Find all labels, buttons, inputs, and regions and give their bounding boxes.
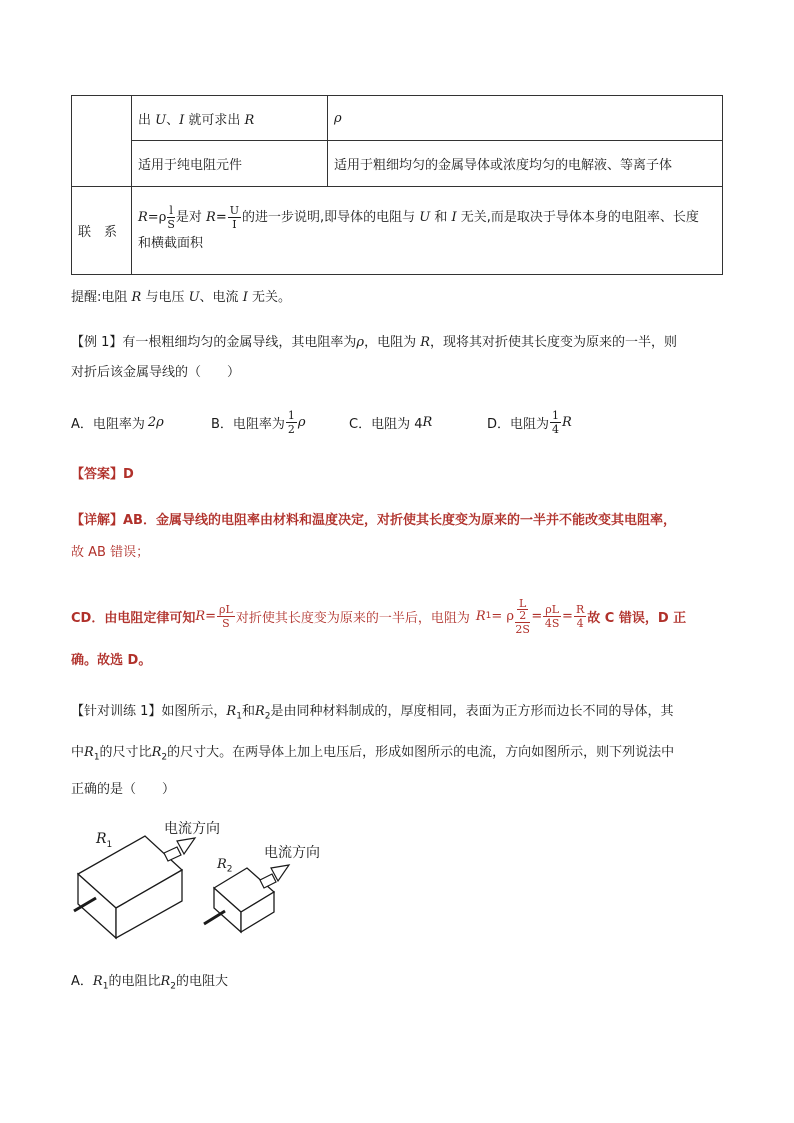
example-question-line2: 对折后该金属导线的（ ） bbox=[71, 365, 241, 380]
current-direction-label-2: 电流方向 bbox=[264, 845, 320, 861]
current-direction-label-1: 电流方向 bbox=[164, 821, 220, 837]
table-row-label: 联 系 bbox=[72, 187, 132, 275]
detail-cd: CD．由电阻定律可知 R = $\frac{\rho L}{S}$ 对折使其长度变为原来的一半后，电阻为 R 1 = ρ L 2 2S = $\frac{\rho L}{4S}$ = $\frac{R}{4}$ 故 C 错误，D 正 bbox=[71, 596, 687, 636]
wire-r2-in bbox=[204, 911, 225, 924]
option-c: C．电阻为 4 R bbox=[349, 414, 433, 432]
fraction: $\frac{U}{I}$ bbox=[229, 203, 240, 231]
detail-text: 【详解】AB．金属导线的电阻率由材料和温度决定，对折使其长度变为原来的一半并不能改变其电阻率， bbox=[71, 513, 676, 528]
r2-label: $R_2$ bbox=[217, 857, 233, 875]
nested-fraction: L 2 2S bbox=[515, 596, 530, 636]
option-b: B．电阻率为 $\frac{1}{2}$ ρ bbox=[211, 408, 306, 436]
training-question: 【针对训练 1】如图所示，$R_1$和$R_2$是由同种材料制成的，厚度相同，表面为正方形而边长不同的导体，其 bbox=[71, 704, 674, 722]
comparison-table bbox=[71, 95, 723, 275]
option-a: A．电阻率为 2ρ bbox=[71, 414, 164, 432]
training-question-line2: 中$R_1$的尺寸比$R_2$的尺寸大。在两导体上加上电压后，形成如图所示的电流，方向如图所示，则下列说法中 bbox=[71, 745, 675, 763]
answer-label: 【答案】D bbox=[71, 467, 134, 482]
table-cell: 出 U、I 就可求出 R bbox=[132, 96, 328, 141]
fraction: $\frac{l}{S}$ bbox=[167, 203, 175, 231]
training-question-line3: 正确的是（ ） bbox=[71, 782, 176, 797]
detail-cd-line2: 确。故选 D。 bbox=[71, 653, 152, 668]
table-cell: 适用于纯电阻元件 bbox=[132, 141, 328, 187]
table-cell: 适用于粗细均匀的金属导体或浓度均匀的电解液、等离子体 bbox=[328, 141, 723, 187]
tip-text: 提醒:电阻 R 与电压 U、电流 I 无关。 bbox=[71, 290, 291, 305]
example-question: 【例 1】有一根粗细均匀的金属导线，其电阻率为ρ，电阻为 R，现将其对折使其长度变为原来的一半，则 bbox=[71, 335, 678, 350]
table-cell: ρ bbox=[328, 96, 723, 141]
training-option-a: A．$R_1$的电阻比$R_2$的电阻大 bbox=[71, 974, 228, 992]
r1-label: $R_1$ bbox=[96, 831, 113, 850]
detail-text-line2: 故 AB 错误； bbox=[71, 545, 150, 560]
table-cell-empty bbox=[72, 96, 132, 187]
option-d: D．电阻为 $\frac{1}{4}$ R bbox=[487, 408, 572, 436]
table-cell: R=ρ $\frac{l}{S}$ 是对 R= $\frac{U}{I}$ 的进一步说明,即导体的电阻与 U 和 I 无关,而是取决于导体本身的电阻率、长度 和横截面积 bbox=[132, 187, 723, 275]
arrow-r2-out bbox=[260, 865, 289, 888]
arrow-r1-out bbox=[164, 838, 195, 861]
